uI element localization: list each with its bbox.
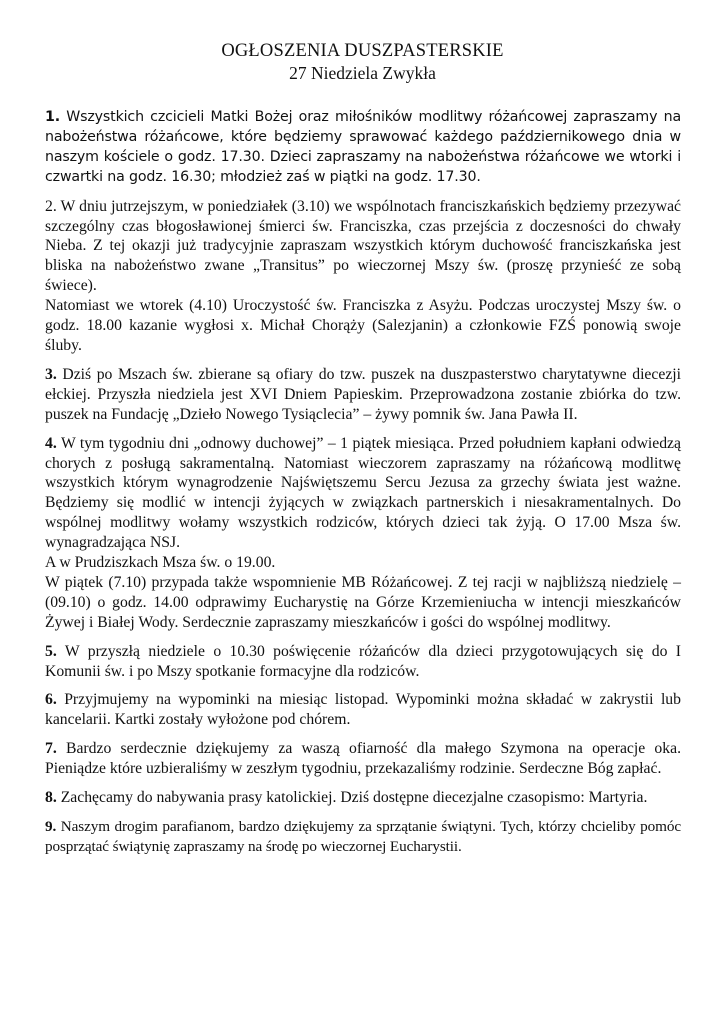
- announcement-2: [45, 197, 681, 356]
- announcement-9: [45, 817, 681, 857]
- announcement-9-line-1: [45, 817, 681, 857]
- announcement-6: [45, 690, 681, 730]
- announcement-8-number: 8.: [45, 789, 57, 807]
- announcement-5-line-1: [45, 642, 681, 682]
- announcement-7-line-1: [45, 739, 681, 779]
- announcement-4-line-1: [45, 434, 681, 553]
- announcement-4-line-2: A w Prudziszkach Msza św. o 19.00.: [45, 554, 276, 572]
- announcement-7: [45, 739, 681, 779]
- announcement-4-text: W tym tygodniu dni „odnowy duchowej” – 1 piątek miesiąca. Przed południem kapłani odwiedzą chorych z posługą sakramentalną. Natomiast wieczorem zapraszamy na różańcową modlitwę wszystkich którym wynagrodzenie Najświętszemu Sercu Jezusa za grzechy świata jest ważne. Będziemy się modlić w intencji żyjących w związkach partnerskich i niesakramentalnych. Do wspólnej modlitwy wołamy wszystkich rodziców, których dzieci tak żyją. O 17.00 Msza św. wynagradzająca NSJ.: [45, 434, 681, 552]
- announcement-8-text: Zachęcamy do nabywania prasy katolickiej. Dziś dostępne diecezjalne czasopismo: Martyria.: [60, 789, 648, 807]
- announcement-7-number: 7.: [45, 740, 57, 758]
- announcement-2-number: 2.: [45, 197, 57, 215]
- announcement-3: [45, 365, 681, 425]
- announcement-4-line-3: W piątek (7.10) przypada także wspomnienie MB Różańcowej. Z tej racji w najbliższą niedzielę – (09.10) o godz. 14.00 odprawimy Eucharystię na Górze Krzemieniucha w intencji mieszkańców Żywej i Białej Wody. Serdecznie zapraszamy mieszkańców i gości do wspólnej modlitwy.: [45, 573, 681, 631]
- announcement-2-line-1: [45, 197, 681, 297]
- announcement-3-text: Dziś po Mszach św. zbierane są ofiary do tzw. puszek na duszpasterstwo charytatywne diecezji ełckiej. Przyszła niedziela jest XVI Dniem Papieskim. Przeprowadzona zostanie zbiórka do tzw. puszek na Fundację „Dzieło Nowego Tysiąclecia” – żywy pomnik św. Jana Pawła II.: [45, 365, 681, 423]
- announcement-7-text: Bardzo serdecznie dziękujemy za waszą ofiarność dla małego Szymona na operacje oka. Pieniądze które uzbieraliśmy w zeszłym tygodniu, przekazaliśmy rodzinie. Serdeczne Bóg zapłać.: [45, 740, 682, 778]
- announcement-1-line-1: [45, 108, 681, 188]
- announcement-5-text: W przyszłą niedziele o 10.30 poświęcenie różańców dla dzieci przygotowujących się do I Komunii św. i po Mszy spotkanie formacyjne dla rodziców.: [45, 642, 681, 680]
- document-header: [0, 40, 725, 84]
- announcements-list: [45, 108, 681, 866]
- announcement-5: [45, 642, 681, 682]
- announcement-4-number: 4.: [45, 434, 57, 452]
- announcement-9-number: 9.: [45, 818, 57, 835]
- announcement-1-text: Wszystkich czcicieli Matki Bożej oraz miłośników modlitwy różańcowej zapraszamy na nabożeństwa różańcowe, które będziemy sprawować każdego październikowego dnia w naszym kościele o godz. 17.30. Dzieci zapraszamy na nabożeństwa różańcowe we wtorki i czwartki na godz. 16.30; młodzież zaś w piątki na godz. 17.30.: [45, 109, 681, 185]
- announcement-9-text: Naszym drogim parafianom, bardzo dziękujemy za sprzątanie świątyni. Tych, którzy chcieliby pomóc posprzątać świątynię zapraszamy na środę po wieczornej Eucharystii.: [45, 818, 681, 855]
- announcement-6-line-1: [45, 690, 681, 730]
- announcement-3-number: 3.: [45, 365, 57, 383]
- announcement-8-line-1: [45, 788, 681, 808]
- announcement-4: [45, 434, 681, 633]
- document-title: OGŁOSZENIA DUSZPASTERSKIE: [221, 41, 504, 61]
- announcement-1: [45, 108, 681, 188]
- announcement-5-number: 5.: [45, 642, 57, 660]
- announcement-6-text: Przyjmujemy na wypominki na miesiąc listopad. Wypominki można składać w zakrystii lub kancelarii. Kartki zostały wyłożone pod chórem.: [45, 691, 681, 729]
- announcement-1-number: 1.: [45, 109, 60, 125]
- announcement-3-line-1: [45, 365, 681, 425]
- announcement-8: [45, 788, 681, 808]
- announcement-2-line-2: Natomiast we wtorek (4.10) Uroczystość św. Franciszka z Asyżu. Podczas uroczystej Mszy św. o godz. 18.00 kazanie wygłosi x. Michał Chorąży (Salezjanin) a członkowie FZŚ ponowią swoje śluby.: [45, 297, 681, 354]
- announcement-2-text: W dniu jutrzejszym, w poniedziałek (3.10) we wspólnotach franciszkańskich będziemy przezywać szczególny czas błogosławionej śmierci św. Franciszka, czas przejścia z doczesności do chwały Nieba. Z tej okazji już tradycyjnie zapraszam wszystkich którym duchowość franciszkańska jest bliska na nabożeństwo zwane „Transitus” po wieczornej Mszy św. (proszę przynieść ze sobą świece).: [45, 197, 681, 295]
- document-subtitle: 27 Niedziela Zwykła: [289, 63, 436, 83]
- announcement-6-number: 6.: [45, 691, 57, 709]
